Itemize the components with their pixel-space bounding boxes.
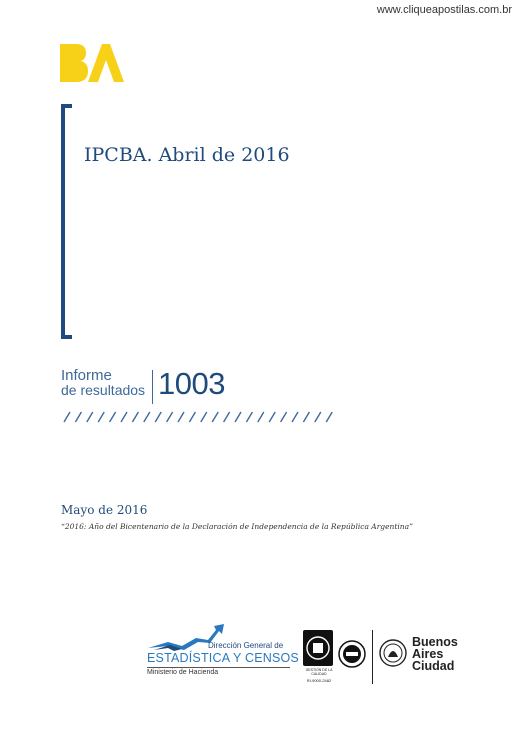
slash-mark xyxy=(178,412,184,422)
slash-mark xyxy=(246,412,252,422)
ciudad-line2: Aires xyxy=(412,647,444,661)
slash-mark xyxy=(201,412,207,422)
year-motto: “2016: Año del Bicentenario de la Declaración de Independencia de la República Argentina” xyxy=(61,522,413,531)
slash-mark xyxy=(303,412,309,422)
slash-mark xyxy=(132,412,138,422)
slash-mark xyxy=(269,412,275,422)
watermark-url: www.cliqueapostilas.com.br xyxy=(376,4,512,16)
slash-mark xyxy=(224,412,230,422)
title-bracket xyxy=(61,104,72,339)
decorative-slashes xyxy=(60,410,340,424)
slash-mark xyxy=(121,412,127,422)
slash-mark xyxy=(281,412,287,422)
iqnet-seal-icon xyxy=(338,640,366,668)
dg-name-line2: ESTADÍSTICA Y CENSOS xyxy=(147,651,299,665)
slash-mark xyxy=(326,412,332,422)
report-number: 1003 xyxy=(158,366,225,401)
buenos-aires-ciudad-wordmark xyxy=(412,636,458,672)
slash-mark xyxy=(75,412,81,422)
slash-mark xyxy=(189,412,195,422)
report-label xyxy=(61,368,145,398)
slash-mark xyxy=(292,412,298,422)
publication-date: Mayo de 2016 xyxy=(61,503,148,517)
slash-mark xyxy=(64,412,70,422)
slash-mark xyxy=(98,412,104,422)
slash-mark xyxy=(155,412,161,422)
iram-cert-text: GESTIÓN DE LA CALIDAD xyxy=(305,668,333,676)
slash-mark xyxy=(167,412,173,422)
ciudad-line1: Buenos xyxy=(412,635,458,649)
dg-divider xyxy=(147,667,290,668)
ciudad-divider xyxy=(372,630,373,684)
report-divider xyxy=(152,370,153,404)
slash-mark xyxy=(315,412,321,422)
city-seal-icon xyxy=(379,639,407,667)
slash-mark xyxy=(212,412,218,422)
slash-mark xyxy=(258,412,264,422)
ba-logo xyxy=(58,42,124,86)
slash-mark xyxy=(87,412,93,422)
iram-code: RI-9000-2482 xyxy=(306,678,332,683)
slash-mark xyxy=(110,412,116,422)
ciudad-line3: Ciudad xyxy=(412,659,455,673)
slash-mark xyxy=(235,412,241,422)
dg-name-line1: Dirección General de xyxy=(208,641,284,650)
page-title: IPCBA. Abril de 2016 xyxy=(84,144,290,166)
report-label-line1: Informe xyxy=(61,367,112,384)
slash-mark xyxy=(144,412,150,422)
ministry-name: Ministerio de Hacienda xyxy=(147,669,219,676)
report-label-line2: de resultados xyxy=(61,382,146,398)
